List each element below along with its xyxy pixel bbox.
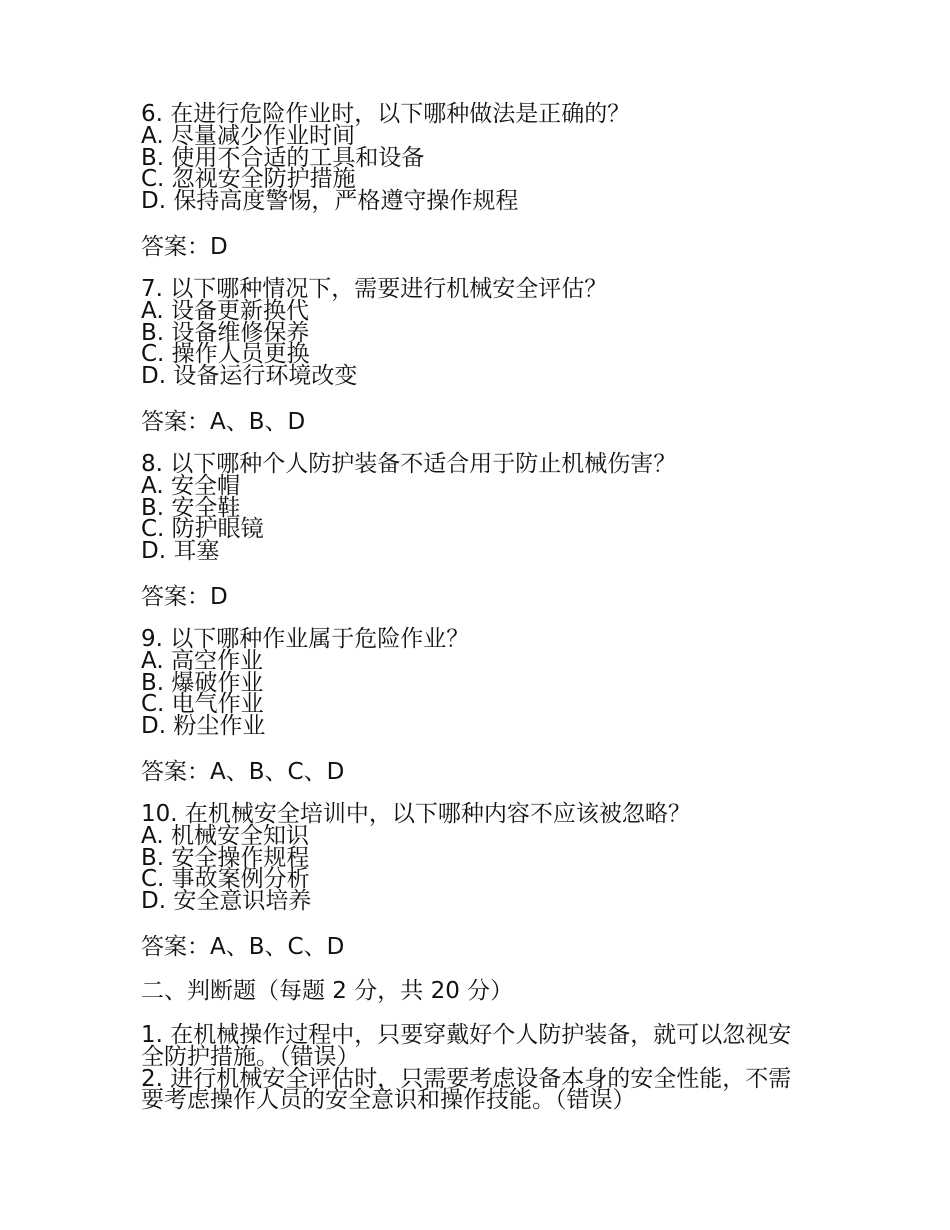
option-d: D. 安全意识培养: [141, 888, 312, 915]
question-stem: 6. 在进行危险作业时，以下哪种做法是正确的？: [141, 101, 631, 127]
answer: 答案：A、B、C、D: [141, 758, 345, 785]
option-b: B. 安全操作规程: [141, 844, 310, 871]
option-c: C. 防护眼镜: [141, 516, 264, 543]
question-9: [141, 625, 821, 785]
true-false-item-1: 1. 在机械操作过程中，只要穿戴好个人防护装备，就可以忽视安全防护措施。（错误）: [141, 1021, 792, 1070]
option-c: C. 操作人员更换: [141, 341, 310, 368]
answer: 答案：A、B、D: [141, 408, 306, 435]
question-stem: 9. 以下哪种作业属于危险作业？: [141, 625, 470, 652]
option-a: A. 设备更新换代: [141, 297, 309, 324]
option-a: A. 机械安全知识: [141, 822, 309, 849]
question-10: [141, 800, 821, 960]
section-heading: 二、判断题（每题 2 分，共 20 分）: [141, 977, 514, 1004]
option-c: C. 电气作业: [141, 691, 264, 718]
option-b: B. 设备维修保养: [141, 319, 310, 346]
answer: 答案：A、B、C、D: [141, 933, 345, 960]
answer: 答案：D: [141, 583, 228, 610]
true-false-item-2: 2. 进行机械安全评估时，只需要考虑设备本身的安全性能，不需要考虑操作人员的安全意识和操作技能。（错误）: [141, 1065, 792, 1114]
question-stem: 7. 以下哪种情况下，需要进行机械安全评估？: [141, 275, 608, 302]
question-7: [141, 275, 821, 435]
option-d: D. 粉尘作业: [141, 713, 266, 740]
option-c: C. 事故案例分析: [141, 866, 310, 893]
question-6: [141, 101, 821, 260]
option-d: D. 耳塞: [141, 538, 220, 565]
question-stem: 8. 以下哪种个人防护装备不适合用于防止机械伤害？: [141, 450, 677, 477]
option-a: A. 尽量减少作业时间: [141, 122, 355, 149]
answer: 答案：D: [141, 233, 228, 260]
question-stem: 10. 在机械安全培训中，以下哪种内容不应该被忽略？: [141, 800, 691, 827]
option-b: B. 安全鞋: [141, 494, 241, 521]
option-b: B. 爆破作业: [141, 669, 264, 696]
document-page: [141, 101, 821, 1114]
option-c: C. 忽视安全防护措施: [141, 166, 356, 193]
question-8: [141, 450, 821, 610]
option-a: A. 安全帽: [141, 472, 240, 499]
option-b: B. 使用不合适的工具和设备: [141, 144, 425, 171]
option-a: A. 高空作业: [141, 647, 263, 674]
option-d: D. 保持高度警惕，严格遵守操作规程: [141, 188, 519, 215]
option-d: D. 设备运行环境改变: [141, 363, 358, 390]
